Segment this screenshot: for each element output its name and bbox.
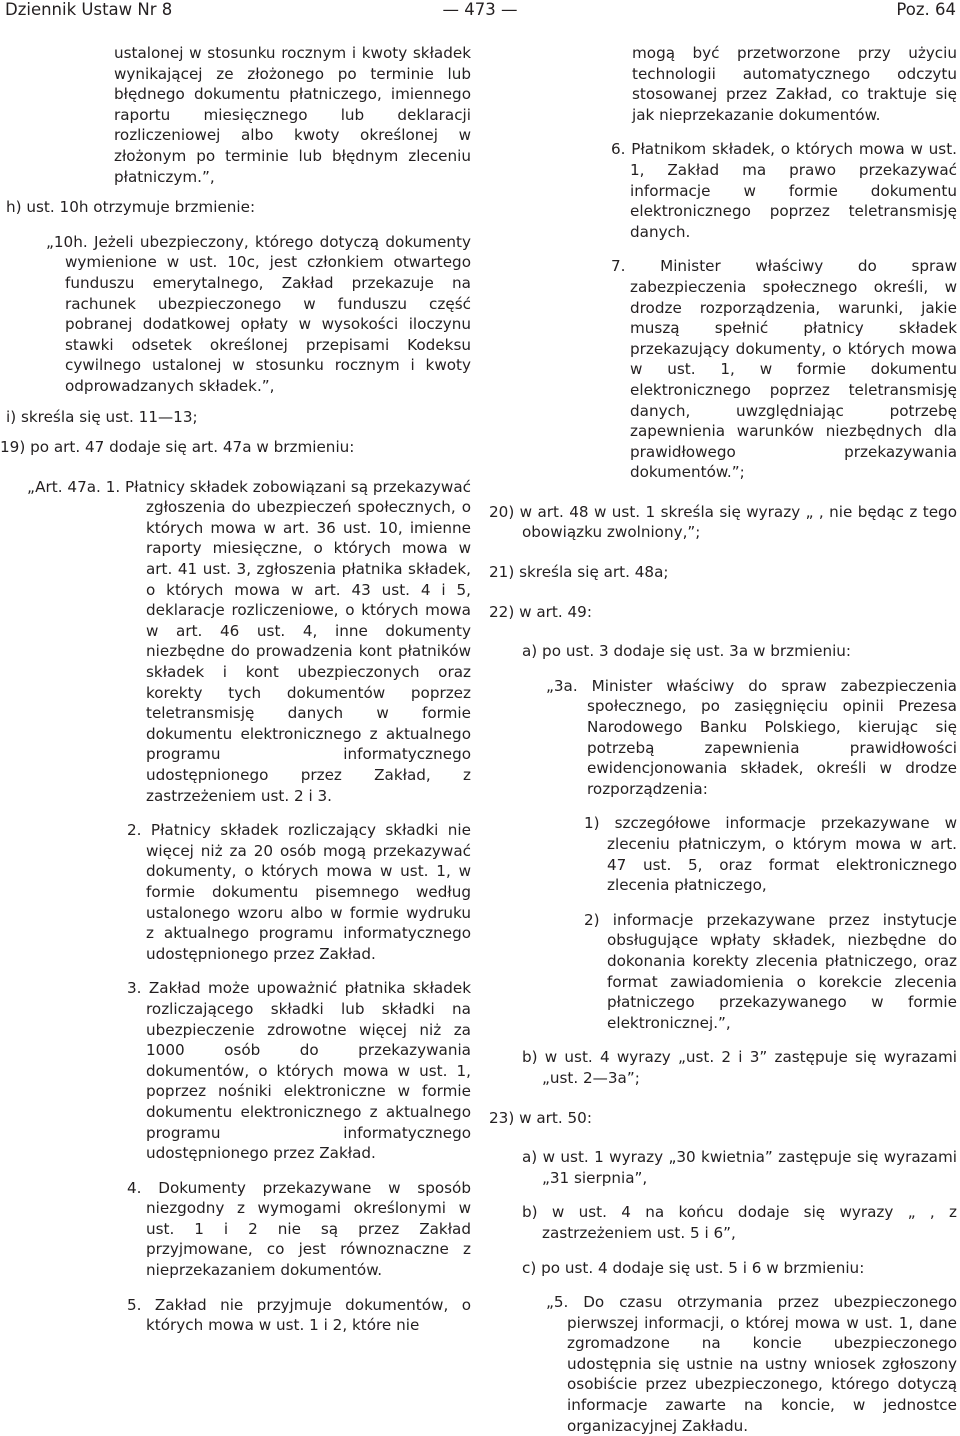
journal-title: Dziennik Ustaw Nr 8 xyxy=(5,0,173,19)
article-47a-section-4: 4. Dokumenty przekazywane w sposób niezgodny z wymogami określonymi w ust. 1 i 2 nie są przez Zakład przyjmowane, co jest równoznaczne z nieprzekazaniem dokumentów. xyxy=(127,1178,471,1280)
page-header xyxy=(0,0,960,22)
continued-text: mogą być przetworzone przy użyciu technologii automatycznego odczytu stosowanej przez Zakład, co traktuje się jak nieprzekazanie dokumentów. xyxy=(632,44,957,124)
paragraph-3a-point-1: 1) szczegółowe informacje przekazywane w zleceniu płatniczym, o którym mowa w art. 47 ust. 5, oraz format elektronicznego zlecenia płatniczego, xyxy=(584,814,957,895)
item-22-label: 22) w art. 49: xyxy=(489,602,592,621)
item-19-label: 19) po art. 47 dodaje się art. 47a w brzmieniu: xyxy=(0,438,355,457)
item-23-label: 23) w art. 50: xyxy=(489,1108,592,1127)
article-47a-section-1: „Art. 47a. 1. Płatnicy składek zobowiązani są przekazywać zgłoszenia do ubezpieczeń społecznych, o których mowa w art. 36 ust. 10, imienne raporty miesięczne, o których mowa w art. 41 ust. 3, zgłoszenia płatnika składek, o których mowa w art. 43 ust. 4 i 5, deklaracje rozliczeniowe, o których mowa w art. 46 ust. 4, inne dokumenty niezbędne do prowadzenia kont płatników składek i kont ubezpieczonych oraz korekty tych dokumentów poprzez teletransmisję danych w formie dokumentu elektronicznego z aktualnego programu informatycznego udostępnionego przez Zakład, z zastrzeżeniem ust. 2 i 3. xyxy=(27,477,471,805)
article-47a-section-5: 5. Zakład nie przyjmuje dokumentów, o których mowa w ust. 1 i 2, które nie xyxy=(127,1295,471,1335)
paragraph-3a: „3a. Minister właściwy do spraw zabezpieczenia społecznego, po zasięgnięciu opinii Prezesa Narodowego Banku Polskiego, kierując się potrzebą zapewnienia prawidłowości ewidencjonowania składek, określi w drodze rozporządzenia: xyxy=(546,676,957,798)
item-23-b: b) w ust. 4 na końcu dodaje się wyrazy „ , z zastrzeżeniem ust. 5 i 6”, xyxy=(522,1203,957,1242)
continued-text: ustalonej w stosunku rocznym i kwoty składek wynikającej ze złożonego po terminie lub błędnego dokumentu płatniczego, imiennego raportu miesięcznego lub deklaracji rozliczeniowej albo kwoty określonej w złożonym po terminie lub błędnym zleceniu płatniczym.”, xyxy=(114,44,471,186)
item-23-c: c) po ust. 4 dodaje się ust. 5 i 6 w brzmieniu: xyxy=(522,1258,865,1277)
item-23-a: a) w ust. 1 wyrazy „30 kwietnia” zastępuje się wyrazami „31 sierpnia”, xyxy=(522,1148,957,1187)
right-column xyxy=(489,43,957,1436)
paragraph-10h: „10h. Jeżeli ubezpieczony, którego dotyczą dokumenty wymienione w ust. 10c, jest członkiem otwartego funduszu emerytalnego, Zakład przekazuje na rachunek ubezpieczonego w funduszu część pobranej dodatkowej opłaty w wysokości iloczynu stawki odsetek określonej przepisami Kodeksu cywilnego ustalonej w stosunku rocznym i kwoty odprowadzanych składek.”, xyxy=(46,232,471,395)
item-20: 20) w art. 48 w ust. 1 skreśla się wyrazy „ , nie będąc z tego obowiązku zwolniony,”; xyxy=(489,502,957,542)
left-column xyxy=(0,43,471,1336)
article-47a-section-7: 7. Minister właściwy do spraw zabezpieczenia społecznego określi, w drodze rozporządzenia, warunki, jakie muszą spełnić płatnicy składek przekazujący dokumenty, o których mowa w ust. 1, w formie dokumentu elektronicznego poprzez teletransmisję danych, uwzględniając potrzebę zapewnienia warunków niezbędnych dla prawidłowego przekazywania dokumentów.”; xyxy=(611,257,957,482)
item-21: 21) skreśla się art. 48a; xyxy=(489,563,669,582)
item-h-label: h) ust. 10h otrzymuje brzmienie: xyxy=(6,198,256,217)
article-47a-section-6: 6. Płatnikom składek, o których mowa w ust. 1, Zakład ma prawo przekazywać informacje w formie dokumentu elektronicznego poprzez teletransmisję danych. xyxy=(611,140,957,241)
item-i-label: i) skreśla się ust. 11—13; xyxy=(6,407,198,426)
article-47a-section-2: 2. Płatnicy składek rozliczający składki nie więcej niż za 20 osób mogą przekazywać dokumenty, o których mowa w ust. 1, w formie dokumentu pisemnego według ustalonego wzoru albo w formie wydruku z aktualnego programu informatycznego udostępnionego przez Zakład. xyxy=(127,821,471,963)
item-22-a: a) po ust. 3 dodaje się ust. 3a w brzmieniu: xyxy=(522,642,852,661)
paragraph-5: „5. Do czasu otrzymania przez ubezpieczonego pierwszej informacji, o której mowa w ust. 1, dane zgromadzone na koncie ubezpieczonego udostępnia się ustnie na ustny wniosek zgłoszony osobiście przez ubezpieczonego, którego dotyczą informacje zawarte na koncie, w jednostce organizacyjnej Zakładu. xyxy=(546,1293,957,1435)
paragraph-3a-point-2: 2) informacje przekazywane przez instytucje obsługujące wpłaty składek, niezbędne do dokonania korekty zlecenia płatniczego, oraz format zawiadomienia o korekcie zlecenia płatniczego przekazywanego w formie elektronicznej.”, xyxy=(584,910,957,1032)
page-number: — 473 — xyxy=(442,0,518,19)
position-number: Poz. 64 xyxy=(896,0,956,19)
article-47a-section-3: 3. Zakład może upoważnić płatnika składek rozliczającego składki lub składki na ubezpieczenie zdrowotne więcej niż za 1000 osób do przekazywania dokumentów, o których mowa w ust. 1, poprzez nośniki elektroniczne w formie dokumentu elektronicznego z aktualnego programu informatycznego udostępnionego przez Zakład. xyxy=(127,979,471,1163)
item-22-b: b) w ust. 4 wyrazy „ust. 2 i 3” zastępuje się wyrazami „ust. 2—3a”; xyxy=(522,1048,957,1087)
